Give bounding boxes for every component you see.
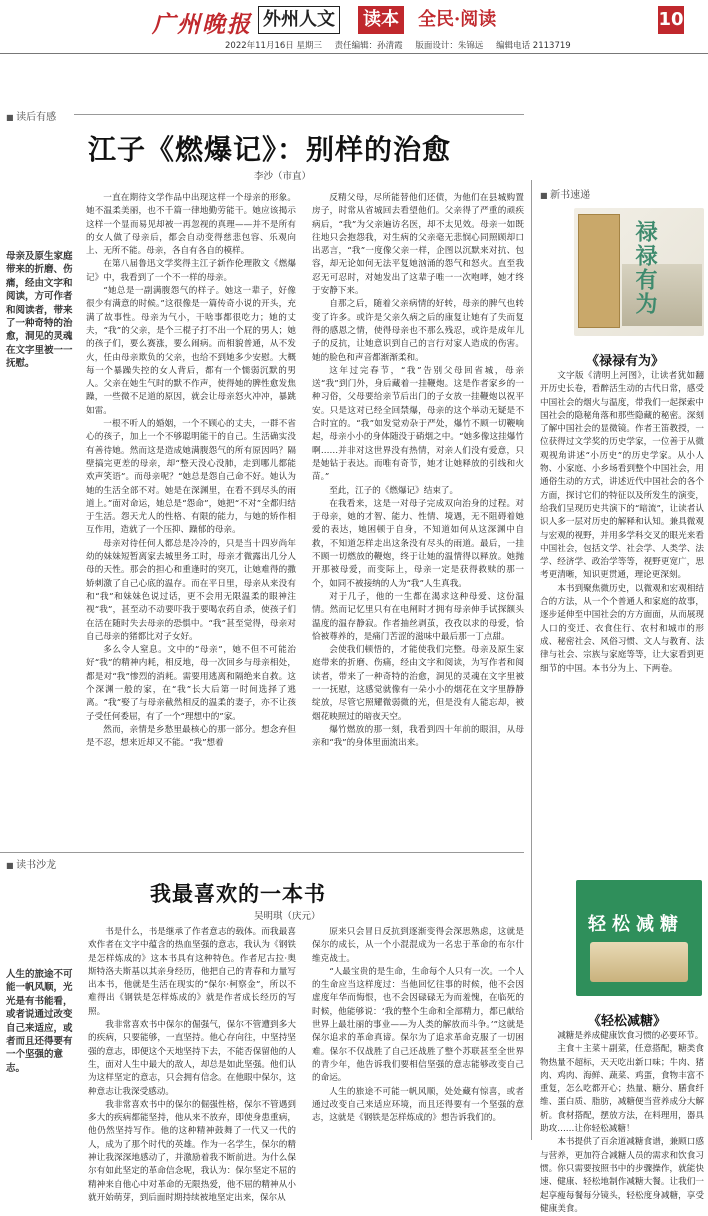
article2-column-1 bbox=[88, 926, 296, 1203]
paragraph: 母亲对待任何人都总是冷冷的，只是当十四岁尚年幼的妹妹短暂离家去城里务工时，母亲才微露出几分人母的天性。那会的担心和重逢时的突兀，让她难得的撒娇刺激了自己心底的温存。而在平日里，母亲从来没有和“我”和妹妹色说过话，更不会用无限温柔的眼神注视“我”，甚至动不动要吓我于要喝农药自杀，使孩子们在活在随时失去母亲的恐惧中。“我”甚至觉得，母亲对自己母亲的猪都比对子女好。 bbox=[86, 538, 296, 642]
editor-phone: 编辑电话 2113719 bbox=[496, 41, 571, 51]
paragraph: “她总是一副满腹怨气的样子。她这一辈子，好像很少有满意的时候。”这很像是一篇传奇小说的开头，充满了故事性。母亲为气小，干啥事都很吃力；她的丈夫，“我”的父亲，是个三棍子打不出一个屁的男人；她的孩子们，要么赛涨，要么闹病。而相貌普通，从不发火，任由母亲欺负的父亲，也给不到她多少安慰。大概每一个暴躁失控的女人背后，都有一个懦弱沉默的男人。父亲在她生气时的默不作声，使得她的脾性愈发焦躁，一些微不足道的原因，就会让母亲怒火冲冲，暴跳如雷。 bbox=[86, 286, 296, 416]
article2-pull-quote: 人生的旅途不可能一帆风顺，光光是有书能看，或者说通过改变自己来适应，或者而且还得要有一个坚强的意志。 bbox=[6, 969, 73, 1074]
article2-column-2 bbox=[312, 926, 524, 1156]
paragraph: 减糖是养成健康饮食习惯的必要环节。 bbox=[557, 1031, 704, 1041]
paragraph: 一根不听人的婚姻，一个不顾心的丈夫，一群不省心的孩子，加上一个不够聪明能干的自己。生活确实没有善待她。然而这是造成她满腹怨气的所有原因吗？隔壁搞完更差的母亲，却“整天没心没肺，走到哪儿都能欢声笑语”。而母亲呢？“她总是怨自己命不好。她认为她的生活全部不对。她是在深渊里，在看不到尽头的雨道上。”面对命运，她总是“怨命”，她把“不对”全都归结于生活。怨天尤人的性格、有限的能力，与她的矫作相互作用，造就了一个压抑、躁郁的母亲。 bbox=[86, 419, 296, 536]
paragraph: 对于几子，他的一生都在渴求这种母爱、这份温情。然而记忆里只有在电闸时才拥有母亲伸手试探额头温度的温存静寂。作者抽丝剥茧，孜孜以求的母爱，恰恰被尊养的，是痛门苦涩的滋味中最后那一丁点甜。 bbox=[312, 591, 524, 642]
paragraph: 一直在期待文学作品中出现这样一个母亲的形象。她不温柔美丽，也不千篇一律地勤劳能干。她应该揭示这样一个显而易见却被一再忽视的真理——并不是所有的女人做了母亲后，都会自动变得慈悲包容、乐观向上、无所不能。母亲，各自有各自的模样。 bbox=[86, 193, 296, 257]
issue-date: 2022年11月16日 星期三 bbox=[225, 41, 322, 51]
paragraph: 本书提供了百余道减糖食谱，兼顾口感与营养，更加符合减糖人员的需求和饮食习惯。你只需要按照书中的步骤操作，就能快速、健康、轻松地制作减糖大餐。让我们一起享瘦每餐每分镜头，轻松度身减糖，享受健康美食。 bbox=[540, 1137, 704, 1214]
paragraph: 人生的旅途不可能一帆风顺，处处藏有惊喜，或者通过改变自己来适应环境，而且还得要有一个坚强的意志，这就是《钢铁是怎样炼成的》想告诉我们的。 bbox=[312, 1086, 524, 1124]
layout-credit: 版面设计：朱锦远 bbox=[415, 41, 484, 51]
article1-column-1 bbox=[86, 192, 296, 842]
masthead bbox=[0, 0, 708, 51]
section-name: 外州人文 bbox=[258, 6, 340, 34]
paragraph: 反精父母，尽所能替他们还债，为他们在县城购置房子，时常从省城回去看望他们。父亲得了严重的顽疾病后，“我”为父亲遍访名医，却不太见效。母亲一如既往地只会抱怨我，对生病的父亲毫无悲悯心同照顾却口出恶言，“我”一度像父亲一样，企图以沉默来对抗、包容，却无论如何无法平复她汹涌的怨气和怒火。直至我忍无可忍时，对她发出了这辈子唯一一次咆哮，她才终于安静下来。 bbox=[312, 193, 524, 297]
masthead-rule bbox=[0, 53, 708, 54]
issue-meta bbox=[225, 39, 581, 51]
paragraph: 在我看来，这是一对母子完成双向治身的过程。对于母亲，她的才智、能力、性情、境遇，无不阻碍着她爱的表达，她困顿于自身，不知道如何从这深渊中自救，不知道怎样走出这条没有尽头的雨道。最后，一挂不顾一切燃放的鞭炮，终于让她的温情得以释放。她抛开那被母爱，而变际上，母亲一定是获得救赎的那一个，如同不被接纳的人为“我”人生真我。 bbox=[312, 498, 524, 589]
book1-title: 《禄禄有为》 bbox=[585, 354, 664, 369]
editor-credit: 责任编辑：孙清霞 bbox=[334, 41, 403, 51]
book1-cover-title: 禄禄有为 bbox=[632, 220, 658, 316]
paragraph: 本书到聚焦微历史，以微观和宏观相结合的方法，从一个个普通人和家庭的故事，逐步延伸至中国社会的方方面面，从而展现人口的变迁、衣食住行、农村和城市的形成、秘密社会、风俗习惯、文人与教育、法律与社会、宗族与家庭等等，让大家看到更细节的中国。本书分为上、下两卷。 bbox=[540, 583, 704, 674]
paragraph: 我非常喜欢书中保尔的倔强气，保尔不管遭到多大的疾病，只要能够，一直坚持。他心存向往，中坚持坚强的意志，即便这个天地坚持下去，不能否保留他的人生，面对人生中最大的敌人，却总是如此坚强。他们认为这样坚定的意志，只会拥有信念。在他眼中保尔，这种意志让我深受感动。 bbox=[88, 1020, 296, 1097]
book2-cover-image bbox=[576, 880, 702, 996]
article1-byline: 李沙（市直） bbox=[254, 171, 312, 182]
sidebar-section-tag: ■ 新书速递 bbox=[540, 186, 590, 201]
section-subtitle: 全民·阅读 bbox=[418, 9, 497, 30]
sidebar-divider bbox=[531, 180, 532, 1140]
divider bbox=[74, 114, 524, 115]
book1-spine bbox=[578, 214, 620, 328]
paragraph: 多么令人窒息。文中的“母亲”，她不但不可能治好“我”的精神内耗，相反地，母一次回乡与母亲相处，都是对“我”惨烈的消耗。需要用逃离和隔绝来自救。这个深渊一般的家，在“我”长大后第一时间选择了逃离。“我”娶了与母亲截然相反的温柔的妻子，亦不让孩子受任何委屈，有了一个“理想中的”家。 bbox=[86, 645, 296, 722]
book2-title: 《轻松减糖》 bbox=[587, 1014, 666, 1029]
paragraph: 然而，亲情是乡愁里最核心的那一部分。想念弃但是不忍，想来近却又不能。“我”想着 bbox=[86, 724, 296, 749]
section-badge: 读本 bbox=[358, 6, 404, 34]
article2-section-tag: ■ 读书沙龙 bbox=[6, 856, 56, 871]
paragraph: 我非常喜欢书中的保尔的倔强性格，保尔不管遇到多大的疾病都能坚持，他从来不放弃，即使身患重病，他仍然坚持写作。他的这种精神鼓舞了一代又一代的人，成为了那个时代的英雄。作为一名学生，保尔的精神让我深深地感动了，并激励着我不断前进。为什么保尔有如此坚定的革命信念呢，我认为：保尔坚定不屈的精神来自他心中对革命的无限热爱，他不屈的精神从小就开始萌芽，到后面时期持续被地坚定出来，保尔从 bbox=[88, 1099, 296, 1203]
book2-description bbox=[540, 1030, 704, 1214]
paragraph: 在第八届鲁迅文学奖得主江子新作伦理散文《燃爆记》中，我看到了一个不一样的母亲。 bbox=[86, 259, 296, 283]
book2-cover-art bbox=[590, 942, 688, 982]
paragraph: 会使我们顿悟的，才能使我们完整。母亲及原生家庭带来的折磨、伤痛，经由文字和阅读，为写作者和阅读者，带来了一种奇特的治愈，洞见的灵魂在文字里被一一抚慰，这感觉就像有一朵小小的烟花在文字里静静绽放，尽管它照耀微弱微的光，但是没有人能忘却，被烟花映照过的暗夜天空。 bbox=[312, 645, 524, 722]
article1-title: 江子《燃爆记》：别样的治愈 bbox=[88, 133, 452, 166]
book2-cover-title: 轻松减糖 bbox=[588, 914, 684, 935]
paragraph: 主食＋主菜＋副菜，任意搭配，糖类食物热量不超标，天天吃出新口味；牛肉、猪肉、鸡肉、海鲜、蔬菜、鸡蛋，食物丰富不重复，怎么吃都开心；热量、糖分、膳食纤维、蛋白质、脂肪，减糖便当营养成分大解析。食材搭配，摆放方法，在料理用，器具助攻……让你轻松减糖！ bbox=[540, 1044, 704, 1135]
paragraph: 自那之后，随着父亲病情的好转，母亲的脾气也转变了许多。或许是父亲久病之后的康复让她有了失而复得的感恩之情，使得母亲也不那么残忍，或许是成年儿子的反抗，让她意识到自己的言行对家人造成的伤害。她的脸色和声音都渐渐柔和。 bbox=[312, 299, 524, 363]
divider bbox=[0, 852, 524, 853]
paragraph: 原来只会冒日反抗到逐渐变得会深思熟虑，这就是保尔的成长，从一个小混混成为一名忠于革命的布尔什维克战士。 bbox=[312, 927, 524, 964]
article2-byline: 吴明琪（庆元） bbox=[254, 911, 321, 922]
article1-pull-quote: 母亲及原生家庭带来的折磨、伤痛，经由文字和阅读，方可作者和阅读者，带来了一种奇特的治愈，洞见的灵魂在文字里被一一抚慰。 bbox=[6, 251, 73, 370]
page-number: 10 bbox=[658, 6, 684, 34]
book1-description bbox=[540, 370, 704, 840]
paragraph: 至此，江子的《燃爆记》结束了。 bbox=[329, 485, 459, 496]
article2-title: 我最喜欢的一本书 bbox=[150, 881, 326, 906]
paragraph: “人最宝贵的是生命，生命每个人只有一次。一个人的生命应当这样度过：当他回忆往事的时候，他不会因虚度年华而悔恨，也不会因碌碌无为而羞愧，在临死的时候，他能够说：‘我的整个生命和全部精力，都已献给世界上最壮丽的事业——为人类的解放而斗争。’”这就是保尔追求的革命真谛。保尔为了追求革命克服了一切困难。保尔不仅战胜了自己还战胜了整个苏联甚至全世界的青少年，他告诉我们要相信坚强的意志能够改变自己的命运。 bbox=[312, 966, 524, 1084]
article1-section-tag: ■ 读后有感 bbox=[6, 108, 56, 123]
article1-column-2 bbox=[312, 192, 524, 842]
paragraph: 书是什么，书是继承了作者意志的载体。而我最喜欢作者在文字中蕴含的热血坚强的意志，我认为《钢铁是怎样炼成的》这本书具有这种特色。作者尼古拉·奥斯特洛夫斯基以其亲身经历，他把自己的青春和力量写出本书，他就是生活在现实的“保尔·柯察金”，所以不难得出《钢铁是怎样炼成的》就是作者成长经历的写照。 bbox=[88, 927, 296, 1017]
paragraph: 这年过完春节，“我”告别父母回省城，母亲送“我”到门外，身后藏着一挂鞭炮。这是作者家乡的一种习俗，父母要给亲节后出门的子女放一挂鞭炮以祝平安。只是这对已经全回禁爆，母亲的这个举动无疑是不合时宜的。“我”如发觉劝杂于严处，爆竹不顾一切鞭响起，母亲小小的身体随没于硝烟之中。“她多像这挂爆竹啊……并非对这世界没有热情，对亲人们没有爱意，只是她钻于表达。而唯有奇节，她才让她释放的引线和火苗。” bbox=[312, 365, 524, 483]
paragraph: 文字版《清明上河图》，让读者犹如翻开历史长卷，看醉活生动的古代日常，感受中国社会的烟火与温度，带我们一起探索中国社会的隐秘角落和那些隐藏的秘密。深刻了解中国社会的显微镜。作者王笛教授，一位获得过文学奖的历史学家，一位善于从微观视角讲述“小历史”的历史学家。从小人物、小家庭、小乡场看到整个中国社会，用通俗生动的方式，讲述近代中国社会的各个方面，探讨它们的特征以及所发生的演变，给我们呈现历史共演下的“暗流”，让读者认识人多一层对历史的解释和认知。兼具微观与宏观的视野，并用多学科交叉的眼光来看中国社会，包括文学、社会学、人类学、法学、经济学、政治学等等，视野更宽广，思考更清晰，知识更贯通，理论更深刻。 bbox=[540, 371, 704, 581]
book1-cover-image bbox=[574, 208, 704, 336]
paragraph: 爆竹燃放的那一刻，我看到四十年前的眼泪，从母亲和“我”的身体里面流出来。 bbox=[312, 724, 524, 749]
newspaper-logo: 广州晚报 bbox=[152, 11, 252, 38]
